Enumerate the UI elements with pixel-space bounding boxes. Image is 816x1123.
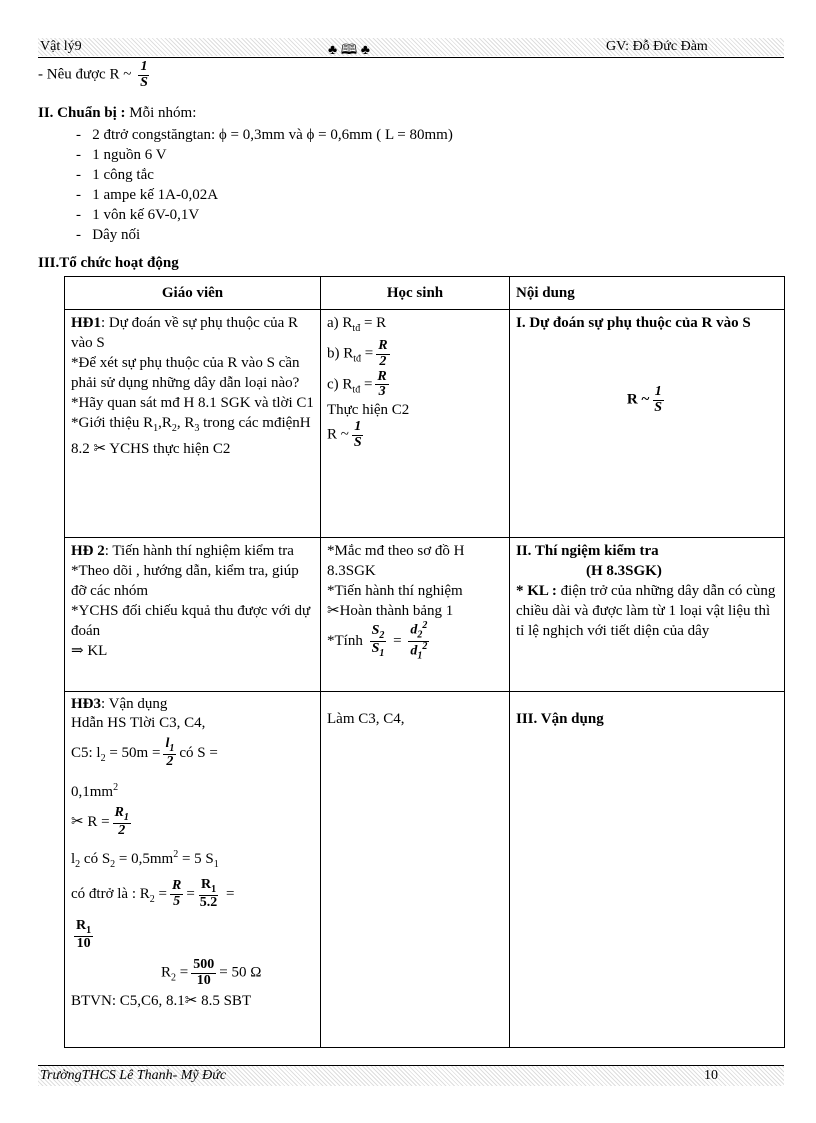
footer-school: TrườngTHCS Lê Thanh- Mỹ Đức bbox=[40, 1068, 227, 1083]
prep-item: - 2 đtrở congstăngtan: ϕ = 0,3mm và ϕ = 0,6mm ( L = 80mm) bbox=[76, 127, 453, 143]
r3-teacher: HĐ3: Vận dụng Hdẫn HS Tlời C3, C4, C5: $l_2 = 50m$ = $\frac{l_1}{2}$ có S = $0,1mm^2$ ✂ R = $\frac{R_1}{2}$ $l_2$ có $S_2 = 0,5mm^2 = 5$ $S_1$ có đtrở là : $R_2$ = $\frac{R}{5}$ = $\frac{R_1}{5.2}$ = $\frac{R_1}{10}$ $R_2$ = $\frac{500}{10}$ = 50 Ω BTVN: C5,C6, 8.1✂ 8.5 SBT bbox=[65, 692, 321, 1048]
prep-item: - 1 ampe kế 1A-0,02A bbox=[76, 187, 219, 203]
r1-content: I. Dự đoán sự phụ thuộc của R vào S R ~ $\frac{1}{S}$ bbox=[510, 310, 785, 538]
scissors-icon: ✂ bbox=[327, 603, 340, 619]
r1-teacher: HĐ1: Dự đoán về sự phụ thuộc của R vào S *Để xét sự phụ thuộc của R vào S cần phải sử dụng những dây dẫn loại nào? *Hãy quan sát mđ H 8.1 SGK và tlời C1 *Giới thiệu $R_1,R_2$, $R_3$ trong các mđiệnH 8.2 ✂ YCHS thực hiện C2 bbox=[65, 310, 321, 538]
scissors-icon: ✂ bbox=[93, 441, 107, 457]
page-footer bbox=[38, 1066, 784, 1086]
prep-title: II. Chuẩn bị : Mỗi nhóm: bbox=[38, 105, 197, 121]
prep-item: - 1 nguồn 6 V bbox=[76, 147, 167, 163]
header-subject: Vật lý9 bbox=[40, 39, 82, 54]
page-number: 10 bbox=[704, 1068, 718, 1083]
header-teacher: GV: Đỗ Đức Đàm bbox=[606, 39, 708, 54]
header-ornament: ♣ 🕮 ♣ bbox=[328, 43, 370, 58]
prep-item: - 1 vôn kế 6V-0,1V bbox=[76, 207, 200, 223]
r2-student: *Mắc mđ theo sơ đồ H 8.3SGK *Tiến hành thí nghiệm ✂Hoàn thành bảng 1 *Tính $\frac{S_2}{S_1}$ = $\frac{d_2^2}{d_1^2}$ bbox=[321, 538, 510, 692]
col-teacher: Giáo viên bbox=[65, 277, 321, 310]
page-header bbox=[38, 38, 784, 56]
scissors-icon: ✂ bbox=[71, 813, 84, 830]
section3-title: III.Tổ chức hoạt động bbox=[38, 255, 179, 271]
r3-student: Làm C3, C4, bbox=[321, 692, 510, 1048]
table-header-row bbox=[65, 277, 785, 310]
prep-item: - Dây nối bbox=[76, 227, 141, 243]
prep-list bbox=[76, 125, 453, 245]
r2-teacher: HĐ 2: Tiến hành thí nghiệm kiểm tra *Theo dõi , hướng dẫn, kiểm tra, giúp đỡ các nhóm *YCHS đối chiếu kquả thu được với dự đoán ⇒ KL bbox=[65, 538, 321, 692]
col-student: Học sinh bbox=[321, 277, 510, 310]
prep-item: - 1 công tắc bbox=[76, 167, 154, 183]
table-row bbox=[65, 538, 785, 692]
table-row bbox=[65, 692, 785, 1048]
r3-content: III. Vận dụng bbox=[510, 692, 785, 1048]
header-rule bbox=[38, 57, 784, 58]
col-content: Nội dung bbox=[510, 277, 785, 310]
r2-content: II. Thí ngiệm kiểm tra (H 8.3SGK) * KL : điện trở của những dây dẫn có cùng chiều dài và được làm từ 1 loại vật liệu thì tỉ lệ nghịch với tiết diện của dây bbox=[510, 538, 785, 692]
activity-table bbox=[64, 276, 785, 1048]
table-row bbox=[65, 310, 785, 538]
r1-student: a) $R_{tđ} = R$ b) $R_{tđ}$ = $\frac{R}{2}$ c) $R_{tđ}$ = $\frac{R}{3}$ Thực hiện C2 R ~ $\frac{1}{S}$ bbox=[321, 310, 510, 538]
intro-fraction: $\frac{1}{S}$ bbox=[140, 59, 148, 90]
intro-line: - Nêu được R ~ $\frac{1}{S}$ bbox=[38, 59, 148, 90]
scissors-icon: ✂ bbox=[184, 993, 198, 1010]
